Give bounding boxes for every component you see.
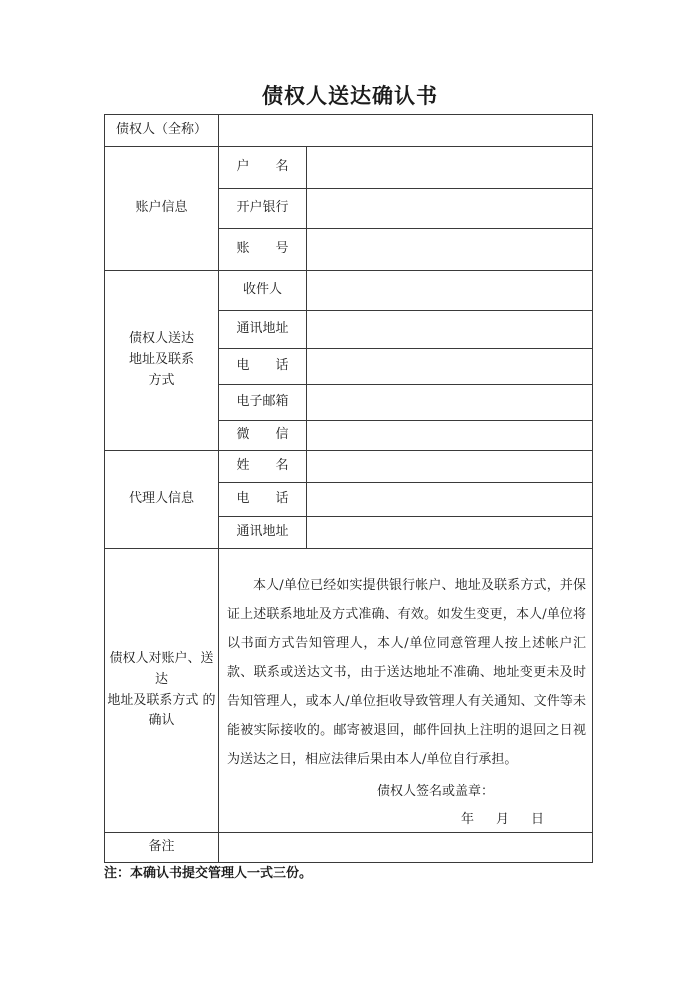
agent-phone-label: 电话 [219, 483, 307, 517]
account-number-field[interactable] [307, 229, 593, 271]
signature-label: 债权人签名或盖章： [377, 784, 495, 799]
remarks-row [105, 833, 593, 863]
footnote: 注：本确认书提交管理人一式三份。 [104, 866, 313, 881]
agent-address-field[interactable] [307, 517, 593, 549]
creditor-name-row [105, 115, 593, 147]
account-info-label: 账户信息 [105, 147, 219, 271]
date-year: 年 [461, 812, 475, 827]
remarks-field[interactable] [219, 833, 593, 863]
remarks-label: 备注 [105, 833, 219, 863]
agent-address-label: 通讯地址 [219, 517, 307, 549]
email-field[interactable] [307, 385, 593, 421]
creditor-name-label: 债权人（全称） [105, 115, 219, 147]
confirmation-row [105, 549, 593, 833]
bank-label: 开户银行 [219, 189, 307, 229]
signature-date [461, 808, 586, 832]
contact-info-label: 债权人送达 地址及联系 方式 [105, 271, 219, 451]
recipient-field[interactable] [307, 271, 593, 311]
contact-row-recipient [105, 271, 593, 311]
date-month: 月 [496, 812, 510, 827]
agent-info-label: 代理人信息 [105, 451, 219, 549]
confirmation-statement: 本人/单位已经如实提供银行帐户、地址及联系方式，并保证上述联系地址及方式准确、有效。如发生变更，本人/单位将以书面方式告知管理人，本人/单位同意管理人按上述帐户汇款、联系或送达文书，由于送达地址不准确、地址变更未及时告知管理人，或本人/单位拒收导致管理人有关通知、文件等未能被实际接收的。邮寄被退回，邮件回执上注明的退回之日视为送达之日，相应法律后果由本人/单位自行承担。 [227, 578, 586, 767]
document-title: 债权人送达确认书 [262, 84, 438, 108]
recipient-label: 收件人 [219, 271, 307, 311]
bank-field[interactable] [307, 189, 593, 229]
contact-phone-label: 电话 [219, 349, 307, 385]
account-holder-label: 户名 [219, 147, 307, 189]
email-label: 电子邮箱 [219, 385, 307, 421]
agent-row-name [105, 451, 593, 483]
date-day: 日 [531, 812, 545, 827]
creditor-name-field[interactable] [219, 115, 593, 147]
contact-phone-field[interactable] [307, 349, 593, 385]
contact-address-field[interactable] [307, 311, 593, 349]
confirmation-label: 债权人对账户、送达 地址及联系方式 的 确认 [105, 549, 219, 833]
account-row-name [105, 147, 593, 189]
wechat-field[interactable] [307, 421, 593, 451]
confirmation-content [219, 549, 593, 833]
account-number-label: 账号 [219, 229, 307, 271]
agent-name-label: 姓名 [219, 451, 307, 483]
account-holder-field[interactable] [307, 147, 593, 189]
contact-address-label: 通讯地址 [219, 311, 307, 349]
agent-phone-field[interactable] [307, 483, 593, 517]
wechat-label: 微信 [219, 421, 307, 451]
confirmation-form-table [104, 114, 593, 863]
agent-name-field[interactable] [307, 451, 593, 483]
